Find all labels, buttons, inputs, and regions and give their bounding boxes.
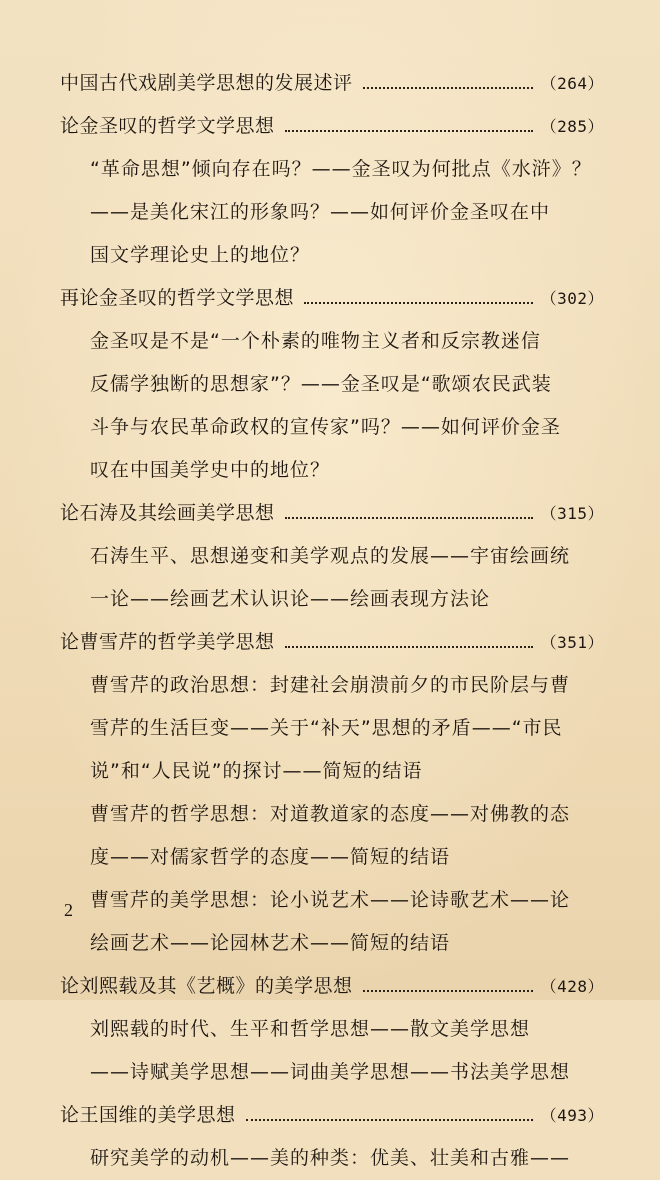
toc-entry-page: （264） (540, 74, 604, 93)
leader-dots (304, 302, 533, 304)
toc-entry[interactable] (60, 277, 604, 320)
toc-subtopic-line: 一论——绘画艺术认识论——绘画表现方法论 (90, 588, 491, 610)
toc-subtopic-line: 斗争与农民革命政权的宣传家”吗？——如何评价金圣 (90, 416, 561, 438)
leader-dots (363, 990, 533, 992)
toc-subtopic-line: 刘熙载的时代、生平和哲学思想——散文美学思想 (90, 1018, 531, 1040)
toc-subtopic-line: 雪芹的生活巨变——关于“补天”思想的矛盾——“市民 (90, 717, 563, 739)
toc-entry[interactable] (60, 492, 604, 535)
toc-entry[interactable] (60, 1094, 604, 1137)
toc-entry-page: （493） (540, 1106, 604, 1125)
leader-dots (246, 1119, 533, 1121)
toc-entry[interactable] (60, 62, 604, 105)
toc-entry-title: 论曹雪芹的哲学美学思想 (60, 631, 275, 653)
toc-entry-title: 论刘熙载及其《艺概》的美学思想 (60, 975, 353, 997)
toc-entry-title: 中国古代戏剧美学思想的发展述评 (60, 72, 353, 94)
toc-subtopic-line: 反儒学独断的思想家”？——金圣叹是“歌颂农民武装 (90, 373, 552, 395)
toc-subtopic-line: 曹雪芹的哲学思想：对道教道家的态度——对佛教的态 (90, 803, 571, 825)
toc-subtopic-line: ——是美化宋江的形象吗？——如何评价金圣叹在中 (90, 201, 551, 223)
toc-entry-page: （315） (540, 504, 604, 523)
toc-entry[interactable] (60, 621, 604, 664)
toc-entry-title: 论金圣叹的哲学文学思想 (60, 115, 275, 137)
toc-subtopic-line: 国文学理论史上的地位？ (90, 244, 311, 266)
toc-entry[interactable] (60, 965, 604, 1008)
leader-dots (285, 646, 533, 648)
page-number: 2 (64, 900, 73, 920)
table-of-contents (0, 62, 660, 1180)
toc-entry[interactable] (60, 105, 604, 148)
leader-dots (285, 130, 533, 132)
toc-entry-page: （351） (540, 633, 604, 652)
toc-subtopic-line: 曹雪芹的美学思想：论小说艺术——论诗歌艺术——论 (90, 889, 571, 911)
toc-subtopic-line: 绘画艺术——论园林艺术——简短的结语 (90, 932, 451, 954)
toc-subtopic-line: 石涛生平、思想递变和美学观点的发展——宇宙绘画统 (90, 545, 571, 567)
toc-subtopic-line: “革命思想”倾向存在吗？——金圣叹为何批点《水浒》？ (90, 158, 592, 180)
toc-subtopic-line: 说”和“人民说”的探讨——简短的结语 (90, 760, 423, 782)
toc-subtopic-line: 研究美学的动机——美的种类：优美、壮美和古雅—— (90, 1147, 571, 1169)
toc-subtopic-line: 叹在中国美学史中的地位？ (90, 459, 331, 481)
toc-subtopic-line: 曹雪芹的政治思想：封建社会崩溃前夕的市民阶层与曹 (90, 674, 571, 696)
leader-dots (363, 87, 533, 89)
toc-subtopic-line: ——诗赋美学思想——词曲美学思想——书法美学思想 (90, 1061, 571, 1083)
toc-entry-title: 再论金圣叹的哲学文学思想 (60, 287, 295, 309)
toc-entry-page: （428） (540, 977, 604, 996)
toc-subtopic-line: 金圣叹是不是“一个朴素的唯物主义者和反宗教迷信 (90, 330, 541, 352)
toc-entry-title: 论石涛及其绘画美学思想 (60, 502, 275, 524)
leader-dots (285, 517, 533, 519)
toc-entry-page: （285） (540, 117, 604, 136)
toc-entry-page: （302） (540, 289, 604, 308)
toc-subtopic-line: 度——对儒家哲学的态度——简短的结语 (90, 846, 451, 868)
toc-entry-title: 论王国维的美学思想 (60, 1104, 236, 1126)
